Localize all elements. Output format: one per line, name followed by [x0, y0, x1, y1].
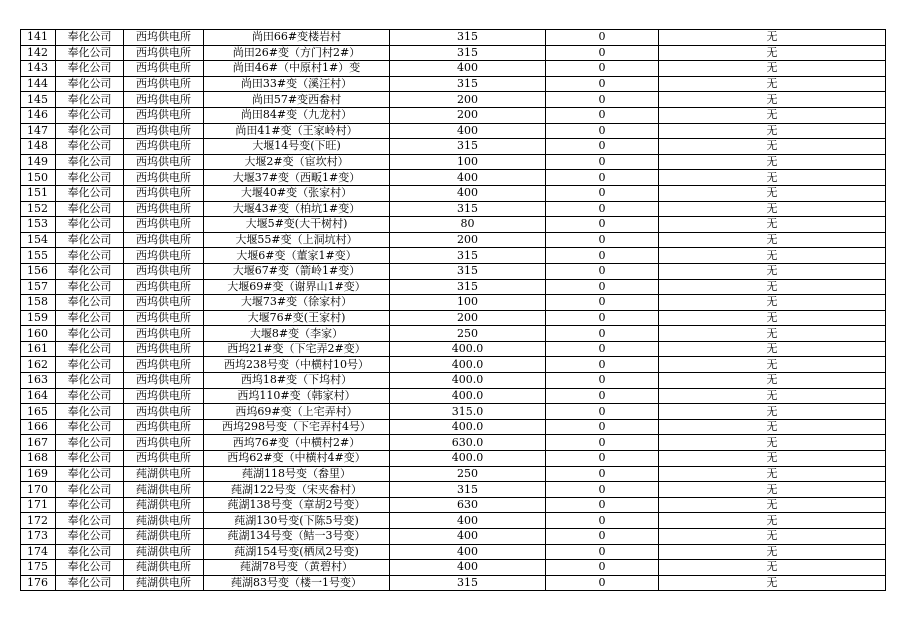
transformer-name-cell: 大堰6#变（董家1#变） [204, 248, 390, 264]
row-number: 142 [21, 45, 56, 61]
transformer-name-cell: 大堰37#变（西畈1#变） [204, 170, 390, 186]
company-cell: 奉化公司 [56, 279, 124, 295]
remark-cell: 无 [659, 295, 886, 311]
company-cell: 奉化公司 [56, 201, 124, 217]
table-row [21, 310, 886, 326]
remark-cell: 无 [659, 107, 886, 123]
remark-cell: 无 [659, 513, 886, 529]
remark-cell: 无 [659, 497, 886, 513]
transformer-name-cell: 西坞62#变（中横村4#变） [204, 451, 390, 467]
table-row [21, 295, 886, 311]
company-cell: 奉化公司 [56, 45, 124, 61]
company-cell: 奉化公司 [56, 154, 124, 170]
table-row [21, 435, 886, 451]
capacity-cell: 100 [390, 154, 546, 170]
row-number: 159 [21, 310, 56, 326]
company-cell: 奉化公司 [56, 248, 124, 264]
transformer-table [20, 29, 886, 591]
station-cell: 西坞供电所 [124, 248, 204, 264]
remark-cell: 无 [659, 170, 886, 186]
station-cell: 莼湖供电所 [124, 560, 204, 576]
station-cell: 西坞供电所 [124, 341, 204, 357]
station-cell: 西坞供电所 [124, 170, 204, 186]
company-cell: 奉化公司 [56, 326, 124, 342]
count-cell: 0 [546, 435, 659, 451]
count-cell: 0 [546, 513, 659, 529]
row-number: 171 [21, 497, 56, 513]
remark-cell: 无 [659, 263, 886, 279]
table-row [21, 123, 886, 139]
remark-cell: 无 [659, 185, 886, 201]
transformer-name-cell: 尚田26#变（方门村2#） [204, 45, 390, 61]
company-cell: 奉化公司 [56, 513, 124, 529]
station-cell: 西坞供电所 [124, 30, 204, 46]
capacity-cell: 250 [390, 466, 546, 482]
remark-cell: 无 [659, 30, 886, 46]
row-number: 145 [21, 92, 56, 108]
row-number: 146 [21, 107, 56, 123]
company-cell: 奉化公司 [56, 497, 124, 513]
station-cell: 西坞供电所 [124, 76, 204, 92]
capacity-cell: 400.0 [390, 373, 546, 389]
row-number: 174 [21, 544, 56, 560]
capacity-cell: 80 [390, 217, 546, 233]
row-number: 149 [21, 154, 56, 170]
row-number: 172 [21, 513, 56, 529]
table-row [21, 497, 886, 513]
row-number: 162 [21, 357, 56, 373]
row-number: 170 [21, 482, 56, 498]
count-cell: 0 [546, 185, 659, 201]
table-row [21, 76, 886, 92]
transformer-name-cell: 尚田66#变楼岩村 [204, 30, 390, 46]
table-row [21, 232, 886, 248]
station-cell: 莼湖供电所 [124, 497, 204, 513]
remark-cell: 无 [659, 232, 886, 248]
transformer-name-cell: 莼湖122号变（宋夹畚村） [204, 482, 390, 498]
count-cell: 0 [546, 451, 659, 467]
company-cell: 奉化公司 [56, 404, 124, 420]
remark-cell: 无 [659, 154, 886, 170]
table-row [21, 30, 886, 46]
table-row [21, 263, 886, 279]
table-row [21, 170, 886, 186]
count-cell: 0 [546, 45, 659, 61]
row-number: 151 [21, 185, 56, 201]
station-cell: 西坞供电所 [124, 154, 204, 170]
count-cell: 0 [546, 170, 659, 186]
row-number: 158 [21, 295, 56, 311]
row-number: 176 [21, 575, 56, 591]
count-cell: 0 [546, 263, 659, 279]
capacity-cell: 400 [390, 560, 546, 576]
station-cell: 西坞供电所 [124, 295, 204, 311]
remark-cell: 无 [659, 404, 886, 420]
transformer-name-cell: 尚田41#变（王家岭村） [204, 123, 390, 139]
remark-cell: 无 [659, 326, 886, 342]
count-cell: 0 [546, 61, 659, 77]
row-number: 144 [21, 76, 56, 92]
company-cell: 奉化公司 [56, 357, 124, 373]
count-cell: 0 [546, 373, 659, 389]
row-number: 141 [21, 30, 56, 46]
station-cell: 西坞供电所 [124, 451, 204, 467]
row-number: 157 [21, 279, 56, 295]
count-cell: 0 [546, 123, 659, 139]
station-cell: 西坞供电所 [124, 310, 204, 326]
transformer-name-cell: 西坞298号变（下宅弄村4号） [204, 419, 390, 435]
count-cell: 0 [546, 529, 659, 545]
count-cell: 0 [546, 560, 659, 576]
station-cell: 西坞供电所 [124, 388, 204, 404]
count-cell: 0 [546, 232, 659, 248]
station-cell: 西坞供电所 [124, 232, 204, 248]
count-cell: 0 [546, 279, 659, 295]
transformer-name-cell: 西坞238号变（中横村10号） [204, 357, 390, 373]
company-cell: 奉化公司 [56, 575, 124, 591]
station-cell: 西坞供电所 [124, 419, 204, 435]
station-cell: 西坞供电所 [124, 107, 204, 123]
capacity-cell: 315 [390, 139, 546, 155]
table-row [21, 404, 886, 420]
table-row [21, 357, 886, 373]
row-number: 147 [21, 123, 56, 139]
remark-cell: 无 [659, 139, 886, 155]
station-cell: 西坞供电所 [124, 201, 204, 217]
remark-cell: 无 [659, 123, 886, 139]
remark-cell: 无 [659, 45, 886, 61]
transformer-name-cell: 莼湖78号变（黄碧村） [204, 560, 390, 576]
count-cell: 0 [546, 497, 659, 513]
count-cell: 0 [546, 92, 659, 108]
company-cell: 奉化公司 [56, 419, 124, 435]
count-cell: 0 [546, 575, 659, 591]
transformer-name-cell: 莼湖83号变（楼一1号变） [204, 575, 390, 591]
capacity-cell: 315 [390, 45, 546, 61]
transformer-name-cell: 莼湖138号变（章胡2号变） [204, 497, 390, 513]
station-cell: 莼湖供电所 [124, 575, 204, 591]
transformer-name-cell: 大堰8#变（李家） [204, 326, 390, 342]
transformer-name-cell: 大堰40#变（张家村） [204, 185, 390, 201]
remark-cell: 无 [659, 76, 886, 92]
capacity-cell: 400.0 [390, 451, 546, 467]
table-row [21, 45, 886, 61]
remark-cell: 无 [659, 529, 886, 545]
remark-cell: 无 [659, 388, 886, 404]
station-cell: 西坞供电所 [124, 45, 204, 61]
station-cell: 莼湖供电所 [124, 466, 204, 482]
capacity-cell: 315 [390, 201, 546, 217]
transformer-name-cell: 西坞18#变（下坞村） [204, 373, 390, 389]
remark-cell: 无 [659, 341, 886, 357]
table-row [21, 61, 886, 77]
count-cell: 0 [546, 544, 659, 560]
capacity-cell: 315 [390, 30, 546, 46]
capacity-cell: 400 [390, 185, 546, 201]
station-cell: 西坞供电所 [124, 185, 204, 201]
capacity-cell: 400 [390, 529, 546, 545]
row-number: 150 [21, 170, 56, 186]
count-cell: 0 [546, 107, 659, 123]
row-number: 167 [21, 435, 56, 451]
table-row [21, 451, 886, 467]
company-cell: 奉化公司 [56, 295, 124, 311]
capacity-cell: 400.0 [390, 357, 546, 373]
remark-cell: 无 [659, 482, 886, 498]
row-number: 168 [21, 451, 56, 467]
company-cell: 奉化公司 [56, 373, 124, 389]
transformer-name-cell: 大堰67#变（箭岭1#变） [204, 263, 390, 279]
remark-cell: 无 [659, 201, 886, 217]
capacity-cell: 400 [390, 123, 546, 139]
count-cell: 0 [546, 466, 659, 482]
count-cell: 0 [546, 310, 659, 326]
station-cell: 西坞供电所 [124, 217, 204, 233]
remark-cell: 无 [659, 575, 886, 591]
station-cell: 西坞供电所 [124, 404, 204, 420]
table-row [21, 466, 886, 482]
table-row [21, 529, 886, 545]
capacity-cell: 200 [390, 107, 546, 123]
company-cell: 奉化公司 [56, 61, 124, 77]
row-number: 164 [21, 388, 56, 404]
remark-cell: 无 [659, 373, 886, 389]
transformer-name-cell: 大堰43#变（柏坑1#变） [204, 201, 390, 217]
company-cell: 奉化公司 [56, 341, 124, 357]
transformer-name-cell: 尚田33#变（溪汪村） [204, 76, 390, 92]
capacity-cell: 315 [390, 279, 546, 295]
count-cell: 0 [546, 30, 659, 46]
capacity-cell: 400 [390, 513, 546, 529]
row-number: 143 [21, 61, 56, 77]
table-row [21, 326, 886, 342]
capacity-cell: 250 [390, 326, 546, 342]
table-row [21, 139, 886, 155]
capacity-cell: 315 [390, 248, 546, 264]
station-cell: 西坞供电所 [124, 279, 204, 295]
row-number: 153 [21, 217, 56, 233]
transformer-name-cell: 尚田46#（中原村1#）变 [204, 61, 390, 77]
capacity-cell: 315 [390, 482, 546, 498]
station-cell: 西坞供电所 [124, 435, 204, 451]
table-row [21, 575, 886, 591]
table-row [21, 513, 886, 529]
row-number: 173 [21, 529, 56, 545]
company-cell: 奉化公司 [56, 76, 124, 92]
station-cell: 西坞供电所 [124, 61, 204, 77]
transformer-name-cell: 莼湖154号变(栖凤2号变) [204, 544, 390, 560]
table-row [21, 482, 886, 498]
capacity-cell: 400 [390, 61, 546, 77]
company-cell: 奉化公司 [56, 560, 124, 576]
transformer-name-cell: 尚田57#变西畚村 [204, 92, 390, 108]
row-number: 163 [21, 373, 56, 389]
station-cell: 莼湖供电所 [124, 513, 204, 529]
company-cell: 奉化公司 [56, 466, 124, 482]
transformer-name-cell: 莼湖130号变(下陈5号变) [204, 513, 390, 529]
capacity-cell: 400 [390, 544, 546, 560]
row-number: 152 [21, 201, 56, 217]
count-cell: 0 [546, 217, 659, 233]
company-cell: 奉化公司 [56, 217, 124, 233]
table-row [21, 92, 886, 108]
table-row [21, 373, 886, 389]
transformer-name-cell: 西坞76#变（中横村2#） [204, 435, 390, 451]
company-cell: 奉化公司 [56, 435, 124, 451]
count-cell: 0 [546, 201, 659, 217]
capacity-cell: 200 [390, 232, 546, 248]
table-row [21, 217, 886, 233]
company-cell: 奉化公司 [56, 185, 124, 201]
table-row [21, 560, 886, 576]
table-row [21, 544, 886, 560]
capacity-cell: 315 [390, 76, 546, 92]
station-cell: 西坞供电所 [124, 92, 204, 108]
transformer-name-cell: 莼湖118号变（畚里） [204, 466, 390, 482]
company-cell: 奉化公司 [56, 107, 124, 123]
table-row [21, 201, 886, 217]
company-cell: 奉化公司 [56, 310, 124, 326]
station-cell: 西坞供电所 [124, 326, 204, 342]
company-cell: 奉化公司 [56, 529, 124, 545]
count-cell: 0 [546, 404, 659, 420]
capacity-cell: 315.0 [390, 404, 546, 420]
remark-cell: 无 [659, 61, 886, 77]
count-cell: 0 [546, 341, 659, 357]
remark-cell: 无 [659, 248, 886, 264]
company-cell: 奉化公司 [56, 92, 124, 108]
row-number: 161 [21, 341, 56, 357]
station-cell: 西坞供电所 [124, 263, 204, 279]
table-row [21, 279, 886, 295]
remark-cell: 无 [659, 217, 886, 233]
count-cell: 0 [546, 388, 659, 404]
count-cell: 0 [546, 419, 659, 435]
table-body [21, 30, 886, 591]
company-cell: 奉化公司 [56, 123, 124, 139]
remark-cell: 无 [659, 419, 886, 435]
transformer-name-cell: 大堰73#变（徐家村） [204, 295, 390, 311]
station-cell: 莼湖供电所 [124, 529, 204, 545]
count-cell: 0 [546, 326, 659, 342]
transformer-name-cell: 西坞69#变（上宅弄村） [204, 404, 390, 420]
company-cell: 奉化公司 [56, 544, 124, 560]
remark-cell: 无 [659, 544, 886, 560]
transformer-name-cell: 西坞110#变（韩家村） [204, 388, 390, 404]
station-cell: 西坞供电所 [124, 373, 204, 389]
capacity-cell: 630 [390, 497, 546, 513]
transformer-name-cell: 大堰55#变（上洞坑村） [204, 232, 390, 248]
station-cell: 西坞供电所 [124, 139, 204, 155]
capacity-cell: 200 [390, 310, 546, 326]
row-number: 165 [21, 404, 56, 420]
remark-cell: 无 [659, 451, 886, 467]
station-cell: 莼湖供电所 [124, 482, 204, 498]
row-number: 169 [21, 466, 56, 482]
row-number: 160 [21, 326, 56, 342]
company-cell: 奉化公司 [56, 139, 124, 155]
remark-cell: 无 [659, 310, 886, 326]
remark-cell: 无 [659, 279, 886, 295]
transformer-name-cell: 大堰2#变（宦坎村） [204, 154, 390, 170]
table-row [21, 154, 886, 170]
table-row [21, 388, 886, 404]
company-cell: 奉化公司 [56, 388, 124, 404]
remark-cell: 无 [659, 357, 886, 373]
transformer-name-cell: 大堰14号变(下旺) [204, 139, 390, 155]
count-cell: 0 [546, 76, 659, 92]
station-cell: 西坞供电所 [124, 357, 204, 373]
capacity-cell: 400 [390, 170, 546, 186]
row-number: 156 [21, 263, 56, 279]
capacity-cell: 630.0 [390, 435, 546, 451]
capacity-cell: 400.0 [390, 341, 546, 357]
company-cell: 奉化公司 [56, 170, 124, 186]
company-cell: 奉化公司 [56, 263, 124, 279]
remark-cell: 无 [659, 560, 886, 576]
row-number: 148 [21, 139, 56, 155]
row-number: 175 [21, 560, 56, 576]
count-cell: 0 [546, 482, 659, 498]
row-number: 155 [21, 248, 56, 264]
count-cell: 0 [546, 248, 659, 264]
station-cell: 西坞供电所 [124, 123, 204, 139]
count-cell: 0 [546, 154, 659, 170]
company-cell: 奉化公司 [56, 232, 124, 248]
transformer-name-cell: 大堰5#变(大干树村) [204, 217, 390, 233]
count-cell: 0 [546, 139, 659, 155]
capacity-cell: 400.0 [390, 388, 546, 404]
table-row [21, 248, 886, 264]
transformer-name-cell: 尚田84#变（九龙村） [204, 107, 390, 123]
count-cell: 0 [546, 295, 659, 311]
capacity-cell: 100 [390, 295, 546, 311]
table-row [21, 185, 886, 201]
row-number: 166 [21, 419, 56, 435]
transformer-name-cell: 大堰69#变（谢界山1#变） [204, 279, 390, 295]
capacity-cell: 315 [390, 575, 546, 591]
count-cell: 0 [546, 357, 659, 373]
table-row [21, 341, 886, 357]
company-cell: 奉化公司 [56, 482, 124, 498]
transformer-name-cell: 西坞21#变（下宅弄2#变） [204, 341, 390, 357]
company-cell: 奉化公司 [56, 451, 124, 467]
row-number: 154 [21, 232, 56, 248]
remark-cell: 无 [659, 466, 886, 482]
station-cell: 莼湖供电所 [124, 544, 204, 560]
table-row [21, 419, 886, 435]
transformer-name-cell: 大堰76#变(王家村) [204, 310, 390, 326]
remark-cell: 无 [659, 92, 886, 108]
capacity-cell: 200 [390, 92, 546, 108]
table-row [21, 107, 886, 123]
capacity-cell: 315 [390, 263, 546, 279]
transformer-name-cell: 莼湖134号变（鲒一3号变） [204, 529, 390, 545]
capacity-cell: 400.0 [390, 419, 546, 435]
company-cell: 奉化公司 [56, 30, 124, 46]
remark-cell: 无 [659, 435, 886, 451]
